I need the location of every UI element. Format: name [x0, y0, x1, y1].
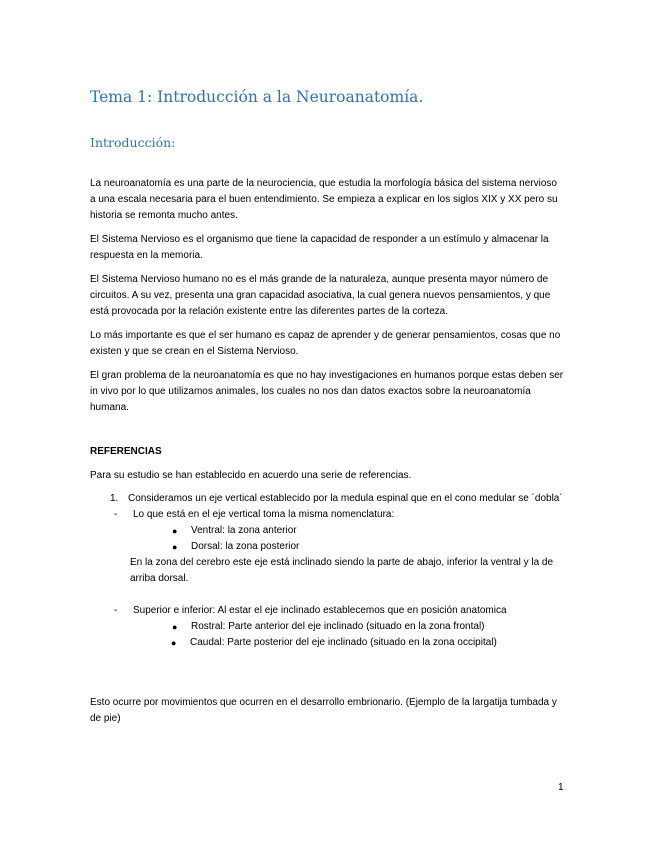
- list-item-text: Superior e inferior: Al estar el eje inclinado establecemos que en posición anatomica: [133, 605, 507, 616]
- bullet-item: [90, 619, 565, 635]
- bullet-icon: ●: [172, 542, 178, 552]
- bullet-item: [90, 539, 565, 555]
- page-number: 1: [558, 782, 564, 793]
- bullet-icon: ●: [172, 622, 178, 632]
- paragraph: El Sistema Nervioso humano no es el más grande de la naturaleza, aunque presenta mayor número de circuitos. A su vez, presenta una gran capacidad asociativa, la cual genera nuevos pensamientos, y que está provocada por la relación existente entre las diferentes partes de la corteza.: [90, 274, 551, 317]
- paragraph: La neuroanatomía es una parte de la neurociencia, que estudia la morfología básica del sistema nervioso a una escala necesaria para el buen entendimiento. Se empieza a explicar en los siglos XIX y XX pero su historia se remonta mucho antes.: [90, 178, 558, 221]
- closing-paragraph: Esto ocurre por movimientos que ocurren en el desarrollo embrionario. (Ejemplo de la largatija tumbada y de pie): [90, 697, 557, 724]
- paragraph: Lo más importante es que el ser humano es capaz de aprender y de generar pensamientos, cosas que no existen y que se crean en el Sistema Nervioso.: [90, 330, 561, 357]
- bullet-icon: ●: [172, 526, 178, 536]
- references-heading: REFERENCIAS: [90, 446, 162, 457]
- paragraph: El gran problema de la neuroanatomía es que no hay investigaciones en humanos porque estas deben ser in vivo por lo que utilizamos animales, los cuales no nos dan datos exactos sobre la neuroanatomía humana.: [90, 370, 564, 413]
- intro-body: [90, 176, 565, 424]
- list-item-text: Lo que está en el eje vertical toma la misma nomenclatura:: [133, 509, 395, 520]
- list-item-text: Consideramos un eje vertical establecido por la medula espinal que en el cono medular se ´dobla´: [128, 493, 563, 504]
- bullet-item: [90, 523, 565, 539]
- note-text: En la zona del cerebro este eje está inclinado siendo la parte de abajo, inferior la ventral y la de arriba dorsal.: [130, 557, 554, 584]
- bullet-text: Ventral: la zona anterior: [191, 525, 297, 536]
- dash-list-item: [90, 603, 565, 619]
- page-title: Tema 1: Introducción a la Neuroanatomía.: [90, 88, 424, 106]
- section-heading-introduccion: Introducción:: [90, 135, 176, 150]
- bullet-text: Dorsal: la zona posterior: [191, 541, 300, 552]
- list-number: 1.: [110, 493, 119, 504]
- bullet-text: Caudal: Parte posterior del eje inclinado (situado en la zona occipital): [190, 637, 497, 648]
- dash-list-item: [90, 507, 565, 523]
- bullet-list: [90, 523, 565, 555]
- bullet-item: [90, 635, 565, 651]
- references-intro: Para su estudio se han establecido en acuerdo una serie de referencias.: [90, 470, 412, 481]
- references-section: [90, 444, 565, 651]
- dash-marker: -: [114, 605, 118, 616]
- dash-marker: -: [114, 509, 118, 520]
- paragraph: El Sistema Nervioso es el organismo que tiene la capacidad de responder a un estímulo y almacenar la respuesta en la memoria.: [90, 234, 549, 261]
- bullet-list: [90, 619, 565, 651]
- numbered-list-item: [90, 491, 565, 507]
- bullet-icon: ●: [171, 638, 177, 648]
- bullet-text: Rostral: Parte anterior del eje inclinado (situado en la zona frontal): [191, 621, 485, 632]
